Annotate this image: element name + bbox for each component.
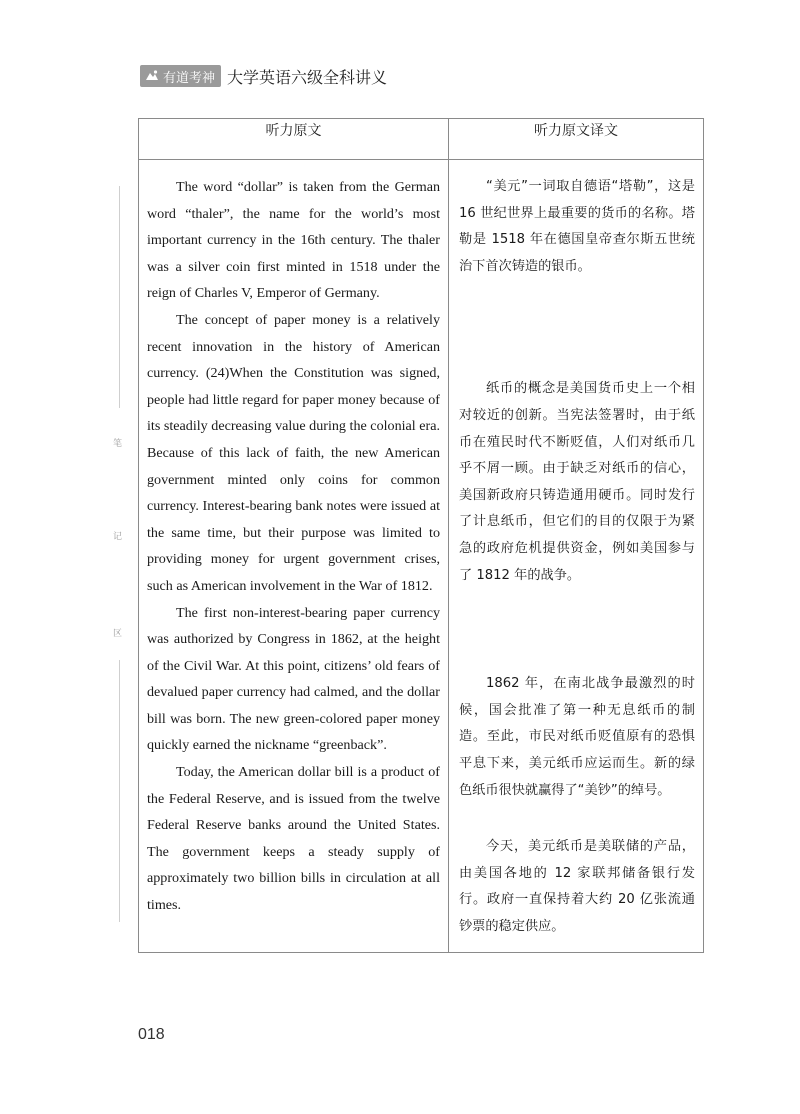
original-text-cell: [139, 160, 449, 953]
english-paragraph-4: Today, the American dollar bill is a product of the Federal Reserve, and is issued from the twelve Federal Reserve banks around the United States. The government keeps a steady supply of approximately two billion bills in circulation at all times.: [147, 764, 440, 914]
page-number: 018: [138, 1026, 165, 1043]
english-paragraph-2: The concept of paper money is a relatively recent innovation in the history of American currency. (24)When the Constitution was signed, people had little regard for paper money because of its steadily decreasing value during the colonial era. Because of this lack of faith, the new American government minted only coins for common currency. Interest-bearing bank notes were issued at the same time, but their purpose was limited to providing money for urgent government crises, such as American involvement in the War of 1812.: [147, 311, 440, 594]
chinese-paragraph-2: 纸币的概念是美国货币史上一个相对较近的创新。当宪法签署时，由于纸币在殖民时代不断贬值，人们对纸币几乎不屑一顾。由于缺乏对纸币的信心，美国新政府只铸造通用硬币。同时发行了计息纸币，但它们的目的仅限于为紧急的政府危机提供资金，例如美国参与了 1812 年的战争。: [459, 381, 695, 583]
notes-sidebar-char-3: 区: [113, 629, 123, 639]
chinese-paragraph-3: 1862 年，在南北战争最激烈的时候，国会批准了第一种无息纸币的制造。至此，市民对纸币贬值原有的恐惧平息下来，美元纸币应运而生。新的绿色纸币很快就赢得了“美钞”的绰号。: [459, 676, 695, 798]
brand-logo-icon: [144, 68, 160, 84]
notes-sidebar-char-1: 笔: [113, 439, 123, 449]
notes-sidebar-char-2: 记: [113, 532, 123, 542]
table-row: [139, 160, 704, 953]
brand-badge: [140, 65, 221, 87]
english-paragraph-3: The first non-interest-bearing paper currency was authorized by Congress in 1862, at the height of the Civil War. At this point, citizens’ old fears of devalued paper currency had calmed, and the dollar bill was born. The new green-colored paper money quickly earned the nickname “greenback”.: [147, 604, 440, 754]
brand-badge-text: 有道考神: [163, 70, 216, 86]
book-title: 大学英语六级全科讲义: [227, 67, 388, 87]
translation-text-cell: [449, 160, 704, 953]
chinese-paragraph-1: “美元”一词取自德语“塔勒”，这是 16 世纪世界上最重要的货币的名称。塔勒是 1518 年在德国皇帝查尔斯五世统治下首次铸造的银币。: [459, 179, 695, 274]
transcript-table: [138, 118, 704, 953]
notes-sidebar-line-top: [119, 186, 120, 408]
page-header: [140, 64, 387, 88]
english-paragraph-1: The word “dollar” is taken from the German word “thaler”, the name for the world’s most important currency in the 16th century. The thaler was a silver coin first minted in 1518 under the reign of Charles V, Emperor of Germany.: [147, 179, 440, 302]
table-header-row: [139, 119, 704, 160]
notes-sidebar-line-bottom: [119, 660, 120, 922]
column-header-original: 听力原文: [139, 119, 449, 160]
chinese-paragraph-4: 今天，美元纸币是美联储的产品，由美国各地的 12 家联邦储备银行发行。政府一直保持着大约 20 亿张流通钞票的稳定供应。: [459, 839, 695, 934]
column-header-translation: 听力原文译文: [449, 119, 704, 160]
